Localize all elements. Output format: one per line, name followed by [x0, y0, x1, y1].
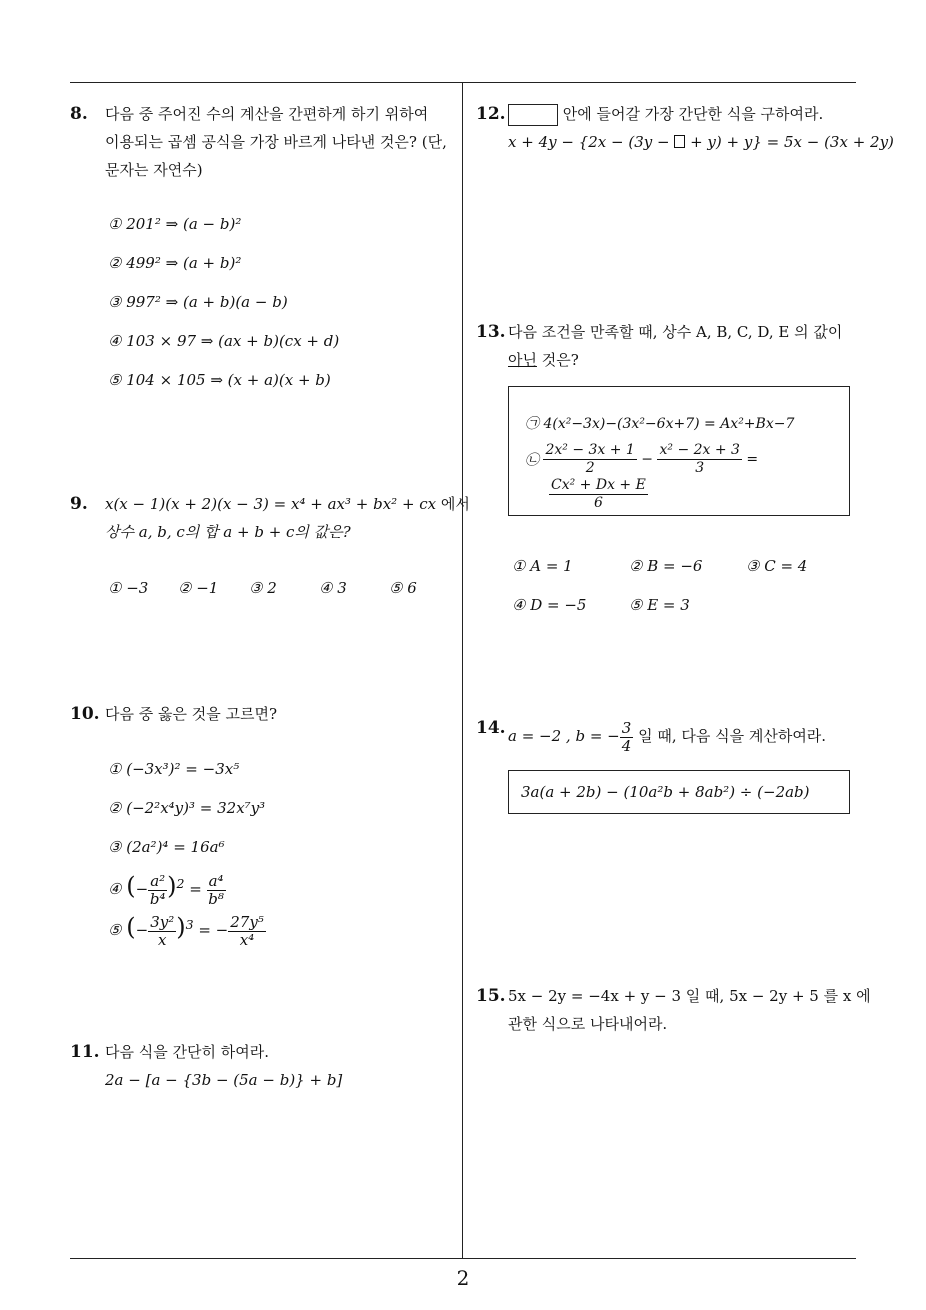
column-divider: [462, 83, 463, 1259]
question-number: 11.: [70, 1042, 100, 1062]
choice-2[interactable]: ② 499² ⇒ (a + b)²: [108, 254, 242, 272]
question-text: 다음 식을 간단히 하여라. 2a − [a − {3b − (5a − b)} + b]: [105, 1043, 343, 1089]
choice-4[interactable]: ④ 103 × 97 ⇒ (ax + b)(cx + d): [108, 332, 340, 350]
condition-2: ㉡ $\frac{\text{2x² − 3x + 1}}{2}$ − $\frac{\text{x² − 2x + 3}}{3}$ =: [525, 442, 759, 476]
answer-blank-box: [508, 104, 558, 126]
question-number: 8.: [70, 104, 88, 124]
top-rule: [70, 82, 856, 83]
question-number: 9.: [70, 494, 88, 514]
page-number: 2: [456, 1266, 470, 1290]
choice-2[interactable]: ② B = −6: [629, 557, 703, 575]
condition-box: ㉠ 4(x²−3x)−(3x²−6x+7) = Ax²+Bx−7 ㉡ $\frac{\text{2x² − 3x + 1}}{2}$ − $\frac{\text{x² − 2x + 3}}{3}$ = $\frac{\text{Cx² + Dx + E}}{6}$: [508, 386, 850, 516]
choice-3[interactable]: ③ C = 4: [746, 557, 808, 575]
question-text: a = −2 , b = − $\frac{3}{4}$ 일 때, 다음 식을 계산하여라.: [508, 718, 827, 755]
question-text: 5x − 2y = −4x + y − 3 일 때, 5x − 2y + 5 를 x 에 관한 식으로 나타내어라.: [508, 987, 871, 1033]
question-number: 14.: [476, 718, 506, 738]
choice-1[interactable]: ① 201² ⇒ (a − b)²: [108, 215, 242, 233]
choice-5[interactable]: ⑤ 6: [389, 579, 417, 597]
choice-2[interactable]: ② −1: [178, 579, 219, 597]
choice-3[interactable]: ③ (2a²)⁴ = 16a⁶: [108, 838, 225, 856]
choice-4[interactable]: ④ D = −5: [512, 596, 587, 614]
choice-5[interactable]: ⑤ (− $\frac{\text{3y²}}{x}$ )$^3$ = − $\frac{\text{27y⁵}}{\text{x⁴}}$: [108, 912, 264, 949]
choice-4[interactable]: ④ 3: [319, 579, 347, 597]
choice-1[interactable]: ① (−3x³)² = −3x⁵: [108, 760, 240, 778]
question-text: 다음 중 옳은 것을 고르면?: [105, 705, 278, 723]
bottom-rule: [70, 1258, 856, 1259]
question-number: 15.: [476, 986, 506, 1006]
choice-1[interactable]: ① A = 1: [512, 557, 573, 575]
blank-square-icon: [674, 135, 685, 148]
question-number: 12.: [476, 104, 506, 124]
question-number: 13.: [476, 322, 506, 342]
question-number: 10.: [70, 704, 100, 724]
expression-box: 3a(a + 2b) − (10a²b + 8ab²) ÷ (−2ab): [508, 770, 850, 814]
question-text: x(x − 1)(x + 2)(x − 3) = x⁴ + ax³ + bx² + cx 에서 상수 a, b, c의 합 a + b + c의 값은?: [105, 495, 470, 541]
choice-3[interactable]: ③ 2: [249, 579, 277, 597]
choice-3[interactable]: ③ 997² ⇒ (a + b)(a − b): [108, 293, 288, 311]
choice-2[interactable]: ② (−2²x⁴y)³ = 32x⁷y³: [108, 799, 266, 817]
choice-1[interactable]: ① −3: [108, 579, 149, 597]
choice-4[interactable]: ④ (− $\frac{\text{a²}}{\text{b⁴}}$ )$^2$ = $\frac{\text{a⁴}}{\text{b⁸}}$: [108, 871, 224, 908]
choice-5[interactable]: ⑤ 104 × 105 ⇒ (x + a)(x + b): [108, 371, 331, 389]
choice-5[interactable]: ⑤ E = 3: [629, 596, 690, 614]
question-text: 안에 들어갈 가장 간단한 식을 구하여라. x + 4y − {2x − (3y − + y) + y} = 5x − (3x + 2y): [508, 105, 894, 151]
condition-1: ㉠ 4(x²−3x)−(3x²−6x+7) = Ax²+Bx−7: [525, 416, 795, 432]
question-text: 다음 중 주어진 수의 계산을 간편하게 하기 위하여 이용되는 곱셈 공식을 가장 바르게 나타낸 것은? (단, 문자는 자연수): [105, 105, 447, 179]
question-text: 다음 조건을 만족할 때, 상수 A, B, C, D, E 의 값이 아닌 것은?: [508, 323, 843, 369]
